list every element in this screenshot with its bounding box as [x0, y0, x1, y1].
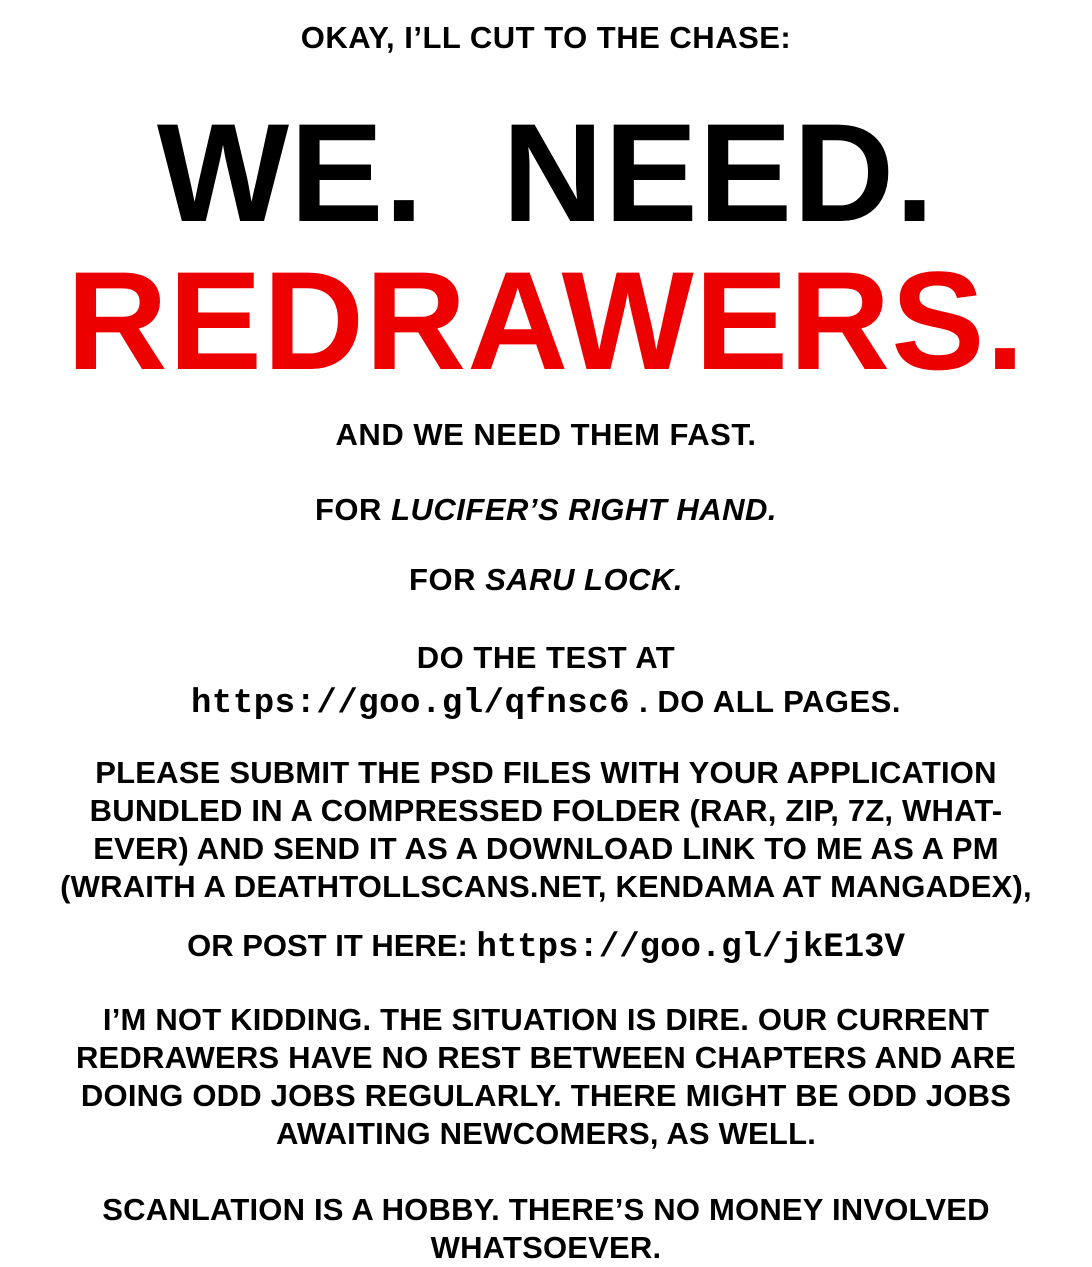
headline-we-need: WE. NEED.	[156, 94, 936, 251]
text-line: (WRAITH A DEATHTOLLSCANS.NET, KENDAMA AT MANGADEX),	[60, 869, 1032, 904]
post-link-line	[0, 926, 1092, 968]
manga-title-saru-lock: SARU LOCK.	[485, 562, 683, 597]
text-line: REDRAWERS HAVE NO REST BETWEEN CHAPTERS AND ARE	[75, 1040, 1017, 1075]
for-title-saru-lock	[0, 560, 1092, 600]
text-line: I’M NOT KIDDING. THE SITUATION IS DIRE. OUR CURRENT	[102, 1002, 990, 1037]
urgency-line: AND WE NEED THEM FAST.	[335, 417, 757, 452]
text-line: WHATSOEVER.	[430, 1230, 662, 1265]
text-line: SCANLATION IS A HOBBY. THERE’S NO MONEY INVOLVED	[102, 1192, 990, 1227]
test-link-line	[0, 680, 1092, 726]
text-line: AWAITING NEWCOMERS, AS WELL.	[275, 1116, 817, 1151]
text-line: BUNDLED IN A COMPRESSED FOLDER (RAR, ZIP, 7Z, WHAT-	[89, 793, 1003, 828]
for-prefix: FOR	[409, 562, 486, 597]
intro-line: OKAY, I’LL CUT TO THE CHASE:	[300, 20, 792, 55]
for-title-lucifers-right-hand	[0, 490, 1092, 530]
post-url: https://goo.gl/jkE13V	[476, 929, 905, 967]
text-line: EVER) AND SEND IT AS A DOWNLOAD LINK TO ME AS A PM	[93, 831, 999, 866]
headline-redrawers: REDRAWERS.	[66, 242, 1026, 399]
test-url: https://goo.gl/qfnsc6	[191, 685, 630, 723]
submission-instructions	[0, 754, 1092, 906]
for-prefix: FOR	[315, 492, 392, 527]
manga-title-lucifers-right-hand: LUCIFER’S RIGHT HAND.	[391, 492, 777, 527]
hobby-disclaimer	[0, 1191, 1092, 1267]
text-line: DOING ODD JOBS REGULARLY. THERE MIGHT BE ODD JOBS	[80, 1078, 1012, 1113]
test-intro-line: DO THE TEST AT	[416, 640, 676, 675]
test-link-suffix: . DO ALL PAGES.	[630, 684, 901, 719]
dire-situation-paragraph	[0, 1001, 1092, 1153]
text-line: PLEASE SUBMIT THE PSD FILES WITH YOUR APPLICATION	[95, 755, 997, 790]
post-prefix: OR POST IT HERE:	[187, 928, 477, 963]
